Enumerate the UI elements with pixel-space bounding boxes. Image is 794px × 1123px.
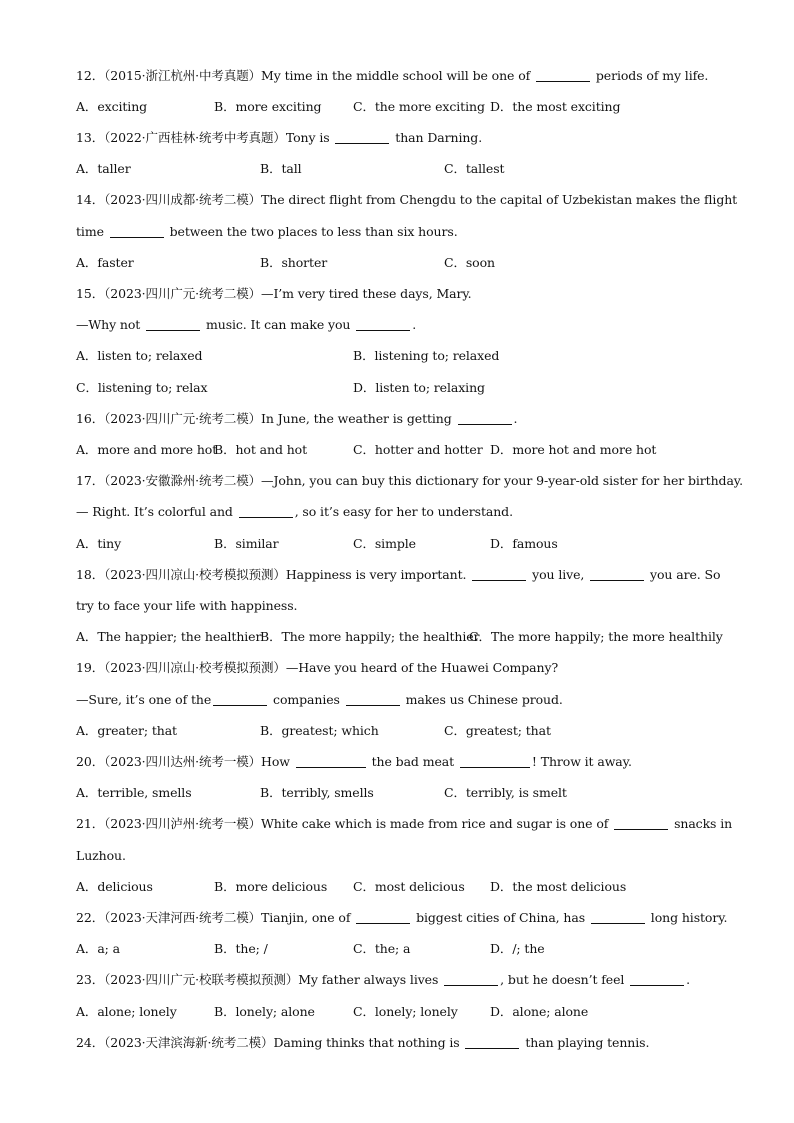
answer-blank — [213, 691, 267, 706]
options-21 — [76, 876, 712, 898]
question-17-dialog: — Right. It’s colorful and , so it’s easy for her to understand. — [76, 504, 513, 519]
question-14-cont: time between the two places to less than six hours. — [76, 224, 458, 239]
question-19-dialog: —Sure, it’s one of the companies makes us Chinese proud. — [76, 692, 563, 707]
option-b[interactable]: B．terribly, smells — [260, 785, 374, 800]
option-b[interactable]: B．more delicious — [214, 879, 328, 894]
question-18-cont: try to face your life with happiness. — [76, 598, 298, 613]
question-14: 14．（2023·四川成都·统考二模）The direct flight from Chengdu to the capital of Uzbekistan makes the flight — [76, 192, 738, 207]
option-a[interactable]: A．alone; lonely — [76, 1004, 177, 1019]
option-a[interactable]: A．terrible, smells — [76, 785, 192, 800]
option-b[interactable]: B．The more happily; the healthier — [260, 629, 480, 644]
options-19 — [76, 720, 712, 742]
question-15: 15．（2023·四川广元·统考二模）—I’m very tired these days, Mary. — [76, 286, 472, 301]
answer-blank — [356, 909, 410, 924]
answer-blank — [458, 410, 512, 425]
option-a[interactable]: A．tiny — [76, 536, 122, 551]
question-21: 21．（2023·四川泸州·统考一模）White cake which is made from rice and sugar is one of snacks in — [76, 816, 733, 831]
options-16 — [76, 439, 712, 461]
question-number: 21 — [76, 816, 92, 831]
question-source: （2023·天津滨海新·统考二模） — [104, 1035, 274, 1050]
option-a[interactable]: A．greater; that — [76, 723, 177, 738]
option-b[interactable]: B．similar — [214, 536, 279, 551]
options-18 — [76, 626, 723, 648]
question-source: （2015·浙江杭州·中考真题） — [104, 68, 262, 83]
answer-blank — [630, 971, 684, 986]
options-15-row1 — [76, 345, 712, 367]
option-b[interactable]: B．shorter — [260, 255, 328, 270]
option-d[interactable]: D．the most exciting — [490, 99, 621, 114]
question-source: （2023·四川广元·统考二模） — [104, 411, 262, 426]
option-d[interactable]: D．alone; alone — [490, 1004, 589, 1019]
option-d[interactable]: D．more hot and more hot — [490, 442, 657, 457]
answer-blank — [590, 566, 644, 581]
question-19: 19．（2023·四川凉山·校考模拟预测）—Have you heard of the Huawei Company? — [76, 660, 559, 675]
options-12 — [76, 96, 712, 118]
option-c[interactable]: C．tallest — [444, 161, 505, 176]
answer-blank — [460, 753, 530, 768]
option-b[interactable]: B．hot and hot — [214, 442, 308, 457]
answer-blank — [239, 503, 293, 518]
question-source: （2023·安徽滁州·统考二模） — [104, 473, 262, 488]
question-number: 24 — [76, 1035, 92, 1050]
question-source: （2022·广西桂林·统考中考真题） — [104, 130, 286, 145]
question-13: 13．（2022·广西桂林·统考中考真题）Tony is than Darning. — [76, 130, 483, 145]
option-c[interactable]: C．listening to; relax — [76, 380, 208, 395]
option-a[interactable]: A．The happier; the healthier — [76, 629, 262, 644]
option-c[interactable]: C．the more exciting — [353, 99, 485, 114]
question-16: 16．（2023·四川广元·统考二模）In June, the weather is getting . — [76, 411, 518, 426]
answer-blank — [536, 67, 590, 82]
answer-blank — [146, 316, 200, 331]
option-a[interactable]: A．exciting — [76, 99, 148, 114]
question-24: 24．（2023·天津滨海新·统考二模）Daming thinks that nothing is than playing tennis. — [76, 1035, 650, 1050]
question-source: （2023·天津河西·统考二模） — [104, 910, 262, 925]
option-b[interactable]: B．more exciting — [214, 99, 322, 114]
option-b[interactable]: B．greatest; which — [260, 723, 379, 738]
answer-blank — [356, 316, 410, 331]
answer-blank — [614, 815, 668, 830]
question-number: 17 — [76, 473, 92, 488]
option-b[interactable]: B．lonely; alone — [214, 1004, 315, 1019]
answer-blank — [346, 691, 400, 706]
options-17 — [76, 533, 712, 555]
question-number: 15 — [76, 286, 92, 301]
options-20 — [76, 782, 712, 804]
answer-blank — [296, 753, 366, 768]
options-14 — [76, 252, 712, 274]
option-c[interactable]: C．soon — [444, 255, 495, 270]
question-number: 23 — [76, 972, 92, 987]
option-b[interactable]: B．tall — [260, 161, 302, 176]
question-number: 18 — [76, 567, 92, 582]
option-d[interactable]: D．the most delicious — [490, 879, 627, 894]
answer-blank — [110, 223, 164, 238]
question-source: （2023·四川广元·校联考模拟预测） — [104, 972, 299, 987]
question-source: （2023·四川成都·统考二模） — [104, 192, 262, 207]
question-17: 17．（2023·安徽滁州·统考二模）—John, you can buy this dictionary for your 9-year-old sister for her birthday. — [76, 473, 743, 488]
options-13 — [76, 158, 712, 180]
option-a[interactable]: A．listen to; relaxed — [76, 348, 203, 363]
question-number: 19 — [76, 660, 92, 675]
question-18: 18．（2023·四川凉山·校考模拟预测）Happiness is very important. you live, you are. So — [76, 567, 721, 582]
option-a[interactable]: A．a; a — [76, 941, 121, 956]
option-c[interactable]: C．The more happily; the more healthily — [469, 629, 723, 644]
question-20: 20．（2023·四川达州·统考一模）How the bad meat ! Throw it away. — [76, 754, 632, 769]
option-a[interactable]: A．faster — [76, 255, 134, 270]
option-a[interactable]: A．more and more hot — [76, 442, 218, 457]
question-number: 22 — [76, 910, 92, 925]
question-21-cont: Luzhou. — [76, 848, 126, 863]
option-c[interactable]: C．the; a — [353, 941, 411, 956]
answer-blank — [591, 909, 645, 924]
option-b[interactable]: B．listening to; relaxed — [353, 348, 500, 363]
option-d[interactable]: D．/; the — [490, 941, 545, 956]
answer-blank — [472, 566, 526, 581]
option-d[interactable]: D．listen to; relaxing — [353, 380, 485, 395]
option-c[interactable]: C．simple — [353, 536, 416, 551]
answer-blank — [335, 129, 389, 144]
question-number: 16 — [76, 411, 92, 426]
option-c[interactable]: C．most delicious — [353, 879, 465, 894]
question-15-dialog: —Why not music. It can make you . — [76, 317, 417, 332]
option-c[interactable]: C．terribly, is smelt — [444, 785, 567, 800]
option-a[interactable]: A．delicious — [76, 879, 153, 894]
options-23 — [76, 1001, 712, 1023]
question-number: 13 — [76, 130, 92, 145]
question-22: 22．（2023·天津河西·统考二模）Tianjin, one of biggest cities of China, has long history. — [76, 910, 728, 925]
option-c[interactable]: C．hotter and hotter — [353, 442, 483, 457]
answer-blank — [465, 1034, 519, 1049]
question-source: （2023·四川凉山·校考模拟预测） — [104, 567, 286, 582]
question-12: 12．（2015·浙江杭州·中考真题）My time in the middle school will be one of periods of my life. — [76, 68, 709, 83]
question-source: （2023·四川泸州·统考一模） — [104, 816, 262, 831]
answer-blank — [444, 971, 498, 986]
options-22 — [76, 938, 712, 960]
option-b[interactable]: B．the; / — [214, 941, 268, 956]
option-a[interactable]: A．taller — [76, 161, 131, 176]
option-c[interactable]: C．greatest; that — [444, 723, 551, 738]
question-number: 12 — [76, 68, 92, 83]
option-d[interactable]: D．famous — [490, 536, 558, 551]
question-source: （2023·四川达州·统考一模） — [104, 754, 262, 769]
options-15-row2 — [76, 377, 712, 399]
question-23: 23．（2023·四川广元·校联考模拟预测）My father always lives , but he doesn’t feel . — [76, 972, 691, 987]
question-source: （2023·四川广元·统考二模） — [104, 286, 262, 301]
question-number: 14 — [76, 192, 92, 207]
question-source: （2023·四川凉山·校考模拟预测） — [104, 660, 286, 675]
option-c[interactable]: C．lonely; lonely — [353, 1004, 458, 1019]
question-number: 20 — [76, 754, 92, 769]
